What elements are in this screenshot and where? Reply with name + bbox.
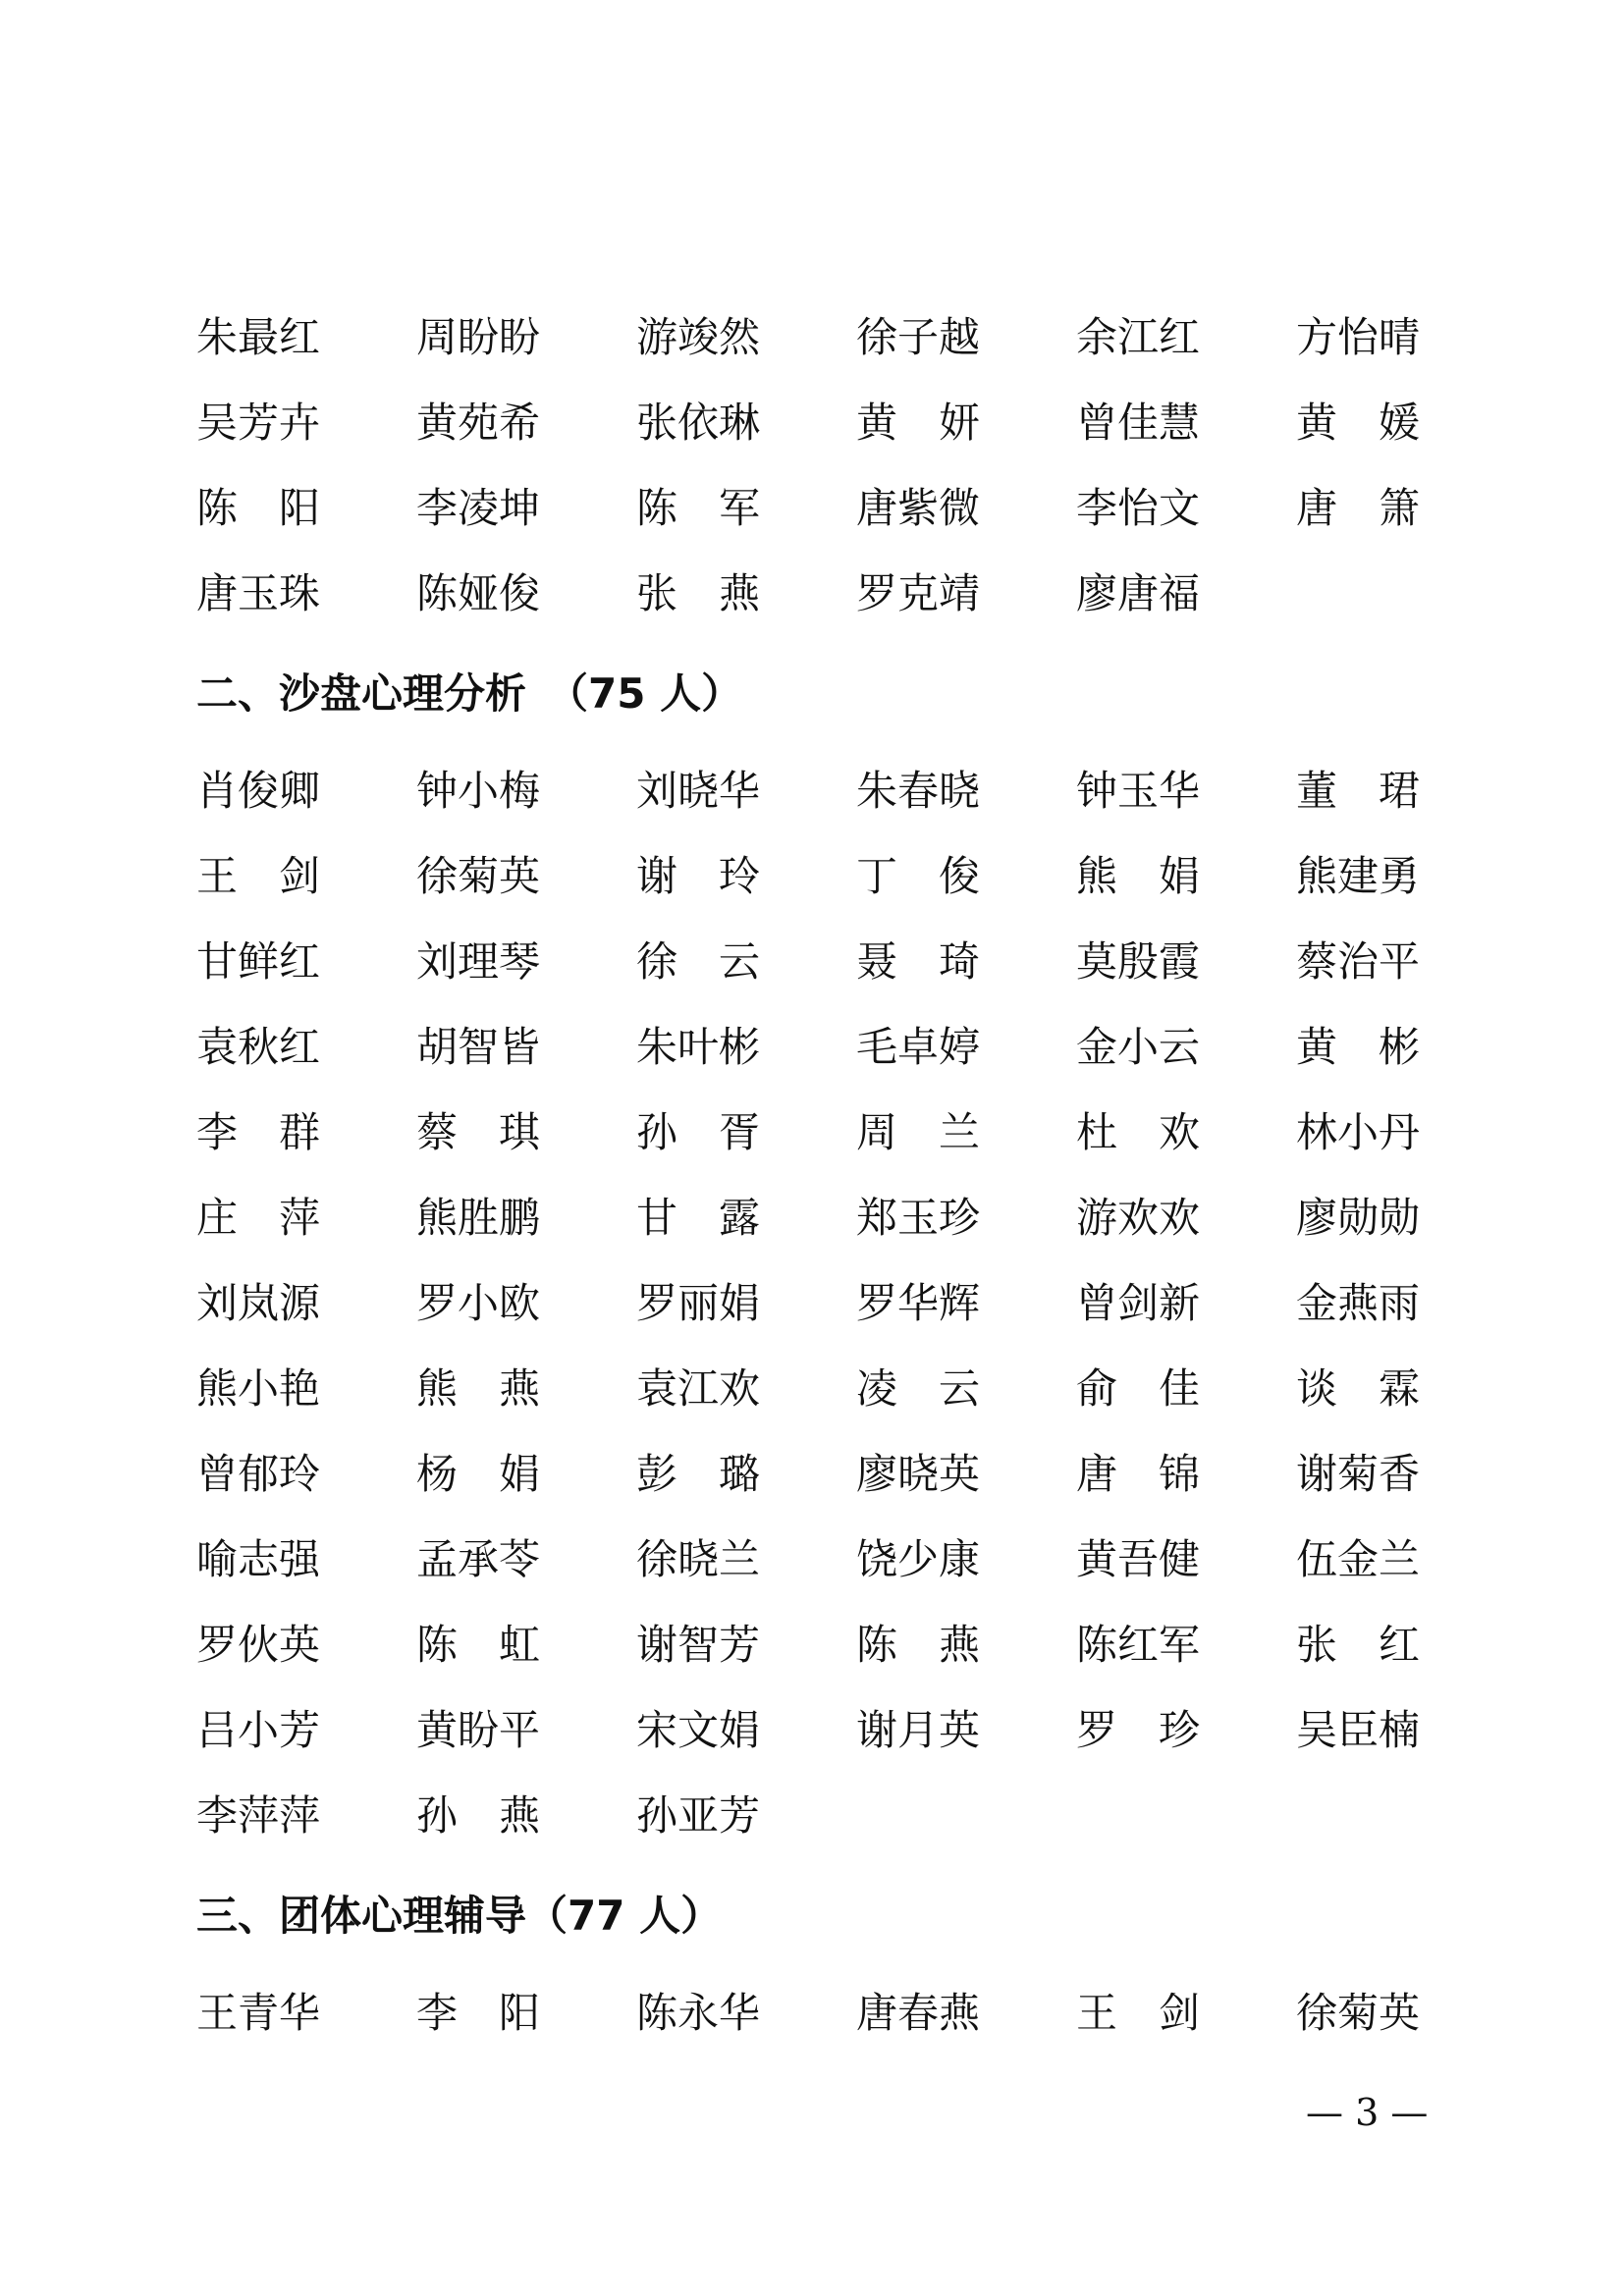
person-name: 唐玉珠 — [196, 569, 321, 617]
person-name: 袁秋红 — [196, 1023, 321, 1071]
section-heading: 二、沙盘心理分析 （75 人） — [196, 669, 743, 718]
person-name: 聂 琦 — [856, 937, 981, 986]
person-name: 丁 俊 — [856, 852, 981, 900]
person-name: 陈娅俊 — [416, 569, 541, 617]
person-name: 庄 萍 — [196, 1194, 321, 1242]
person-name: 曾佳慧 — [1076, 399, 1201, 447]
person-name: 林小丹 — [1296, 1108, 1421, 1156]
person-name: 陈 军 — [636, 484, 761, 532]
person-name: 游欢欢 — [1076, 1194, 1201, 1242]
person-name: 郑玉珍 — [856, 1194, 981, 1242]
person-name: 俞 佳 — [1076, 1364, 1201, 1413]
section-heading: 三、团体心理辅导（77 人） — [196, 1892, 723, 1940]
person-name: 徐 云 — [636, 937, 761, 986]
person-name: 熊小艳 — [196, 1364, 321, 1413]
person-name: 唐紫微 — [856, 484, 981, 532]
person-name: 蔡 琪 — [416, 1108, 541, 1156]
person-name: 孙 胥 — [636, 1108, 761, 1156]
person-name: 王青华 — [196, 1989, 321, 2037]
person-name: 罗伙英 — [196, 1621, 321, 1669]
person-name: 谈 霖 — [1296, 1364, 1421, 1413]
person-name: 伍金兰 — [1296, 1535, 1421, 1583]
person-name: 朱叶彬 — [636, 1023, 761, 1071]
person-name: 罗丽娟 — [636, 1279, 761, 1327]
person-name: 甘 露 — [636, 1194, 761, 1242]
person-name: 胡智皆 — [416, 1023, 541, 1071]
person-name: 张依琳 — [636, 399, 761, 447]
person-name: 曾剑新 — [1076, 1279, 1201, 1327]
person-name: 罗克靖 — [856, 569, 981, 617]
person-name: 陈 燕 — [856, 1621, 981, 1669]
name-grid — [196, 748, 1443, 1858]
person-name: 饶少康 — [856, 1535, 981, 1583]
person-name: 彭 璐 — [636, 1450, 761, 1498]
person-name: 刘晓华 — [636, 767, 761, 815]
person-name: 孙亚芳 — [636, 1791, 761, 1840]
person-name: 黄苑希 — [416, 399, 541, 447]
person-name: 吴芳卉 — [196, 399, 321, 447]
person-name: 凌 云 — [856, 1364, 981, 1413]
person-name: 黄 彬 — [1296, 1023, 1421, 1071]
person-name: 熊 燕 — [416, 1364, 541, 1413]
person-name: 谢智芳 — [636, 1621, 761, 1669]
person-name: 钟小梅 — [416, 767, 541, 815]
person-name: 谢 玲 — [636, 852, 761, 900]
person-name: 方怡晴 — [1296, 313, 1421, 361]
person-name: 陈红军 — [1076, 1621, 1201, 1669]
person-name: 罗华辉 — [856, 1279, 981, 1327]
person-name: 刘理琴 — [416, 937, 541, 986]
person-name: 杜 欢 — [1076, 1108, 1201, 1156]
person-name: 莫殷霞 — [1076, 937, 1201, 986]
person-name: 谢月英 — [856, 1706, 981, 1754]
person-name: 毛卓婷 — [856, 1023, 981, 1071]
person-name: 罗小欧 — [416, 1279, 541, 1327]
person-name: 唐春燕 — [856, 1989, 981, 2037]
person-name: 陈永华 — [636, 1989, 761, 2037]
person-name: 王 剑 — [1076, 1989, 1201, 2037]
person-name: 宋文娟 — [636, 1706, 761, 1754]
person-name: 余江红 — [1076, 313, 1201, 361]
person-name: 吕小芳 — [196, 1706, 321, 1754]
person-name: 黄 妍 — [856, 399, 981, 447]
page-number: — 3 — — [1306, 2091, 1429, 2134]
person-name: 张 燕 — [636, 569, 761, 617]
person-name: 谢菊香 — [1296, 1450, 1421, 1498]
person-name: 王 剑 — [196, 852, 321, 900]
person-name: 唐 锦 — [1076, 1450, 1201, 1498]
person-name: 朱春晓 — [856, 767, 981, 815]
person-name: 游竣然 — [636, 313, 761, 361]
person-name: 陈 虹 — [416, 1621, 541, 1669]
person-name: 李怡文 — [1076, 484, 1201, 532]
person-name: 肖俊卿 — [196, 767, 321, 815]
person-name: 刘岚源 — [196, 1279, 321, 1327]
person-name: 孟承苓 — [416, 1535, 541, 1583]
person-name: 张 红 — [1296, 1621, 1421, 1669]
person-name: 罗 珍 — [1076, 1706, 1201, 1754]
name-grid — [196, 294, 1443, 636]
person-name: 李萍萍 — [196, 1791, 321, 1840]
person-name: 孙 燕 — [416, 1791, 541, 1840]
person-name: 廖晓英 — [856, 1450, 981, 1498]
person-name: 廖唐福 — [1076, 569, 1201, 617]
person-name: 甘鲜红 — [196, 937, 321, 986]
person-name: 李凌坤 — [416, 484, 541, 532]
person-name: 陈 阳 — [196, 484, 321, 532]
person-name: 廖勋勋 — [1296, 1194, 1421, 1242]
person-name: 徐晓兰 — [636, 1535, 761, 1583]
person-name: 钟玉华 — [1076, 767, 1201, 815]
person-name: 徐子越 — [856, 313, 981, 361]
person-name: 金燕雨 — [1296, 1279, 1421, 1327]
person-name: 董 珺 — [1296, 767, 1421, 815]
person-name: 黄盼平 — [416, 1706, 541, 1754]
person-name: 周 兰 — [856, 1108, 981, 1156]
person-name: 袁江欢 — [636, 1364, 761, 1413]
person-name: 徐菊英 — [1296, 1989, 1421, 2037]
name-grid — [196, 1970, 1443, 2056]
person-name: 熊建勇 — [1296, 852, 1421, 900]
person-name: 熊 娟 — [1076, 852, 1201, 900]
person-name: 蔡治平 — [1296, 937, 1421, 986]
person-name: 金小云 — [1076, 1023, 1201, 1071]
person-name: 熊胜鹏 — [416, 1194, 541, 1242]
person-name: 吴臣楠 — [1296, 1706, 1421, 1754]
person-name: 李 群 — [196, 1108, 321, 1156]
person-name: 李 阳 — [416, 1989, 541, 2037]
person-name: 朱最红 — [196, 313, 321, 361]
name-list-content — [196, 294, 1443, 2056]
person-name: 杨 娟 — [416, 1450, 541, 1498]
person-name: 喻志强 — [196, 1535, 321, 1583]
person-name: 黄 媛 — [1296, 399, 1421, 447]
person-name: 唐 箫 — [1296, 484, 1421, 532]
person-name: 黄吾健 — [1076, 1535, 1201, 1583]
person-name: 周盼盼 — [416, 313, 541, 361]
person-name: 徐菊英 — [416, 852, 541, 900]
person-name: 曾郁玲 — [196, 1450, 321, 1498]
